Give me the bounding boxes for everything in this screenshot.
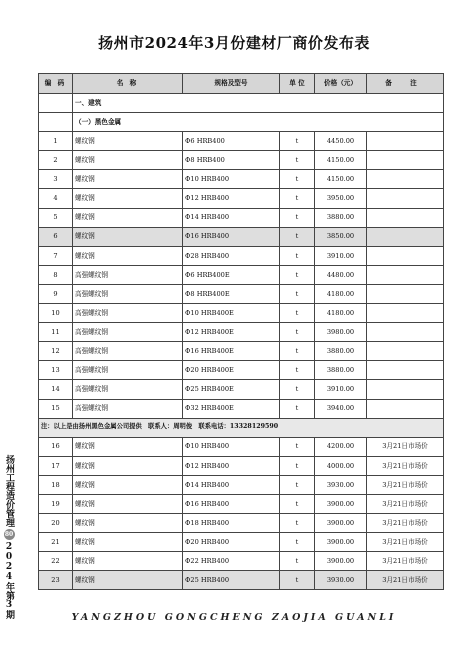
row-remark: 3月21日市场价 [367,437,444,456]
row-price: 4450.00 [315,132,367,151]
row-name: 高强螺纹钢 [73,304,183,323]
row-remark [367,361,444,380]
note-row [39,418,444,437]
row-spec: Φ12 HRB400 [183,456,280,475]
issue-label: 2024年第3期 [4,542,14,619]
row-price: 3950.00 [315,189,367,208]
row-unit: t [280,399,315,418]
row-remark [367,170,444,189]
row-spec: Φ18 HRB400 [183,514,280,533]
row-name: 高强螺纹钢 [73,265,183,284]
row-spec: Φ10 HRB400 [183,437,280,456]
row-name: 螺纹钢 [73,456,183,475]
row-name: 螺纹钢 [73,514,183,533]
row-name: 螺纹钢 [73,132,183,151]
row-unit: t [280,132,315,151]
table-row [39,571,444,590]
row-unit: t [280,170,315,189]
row-remark: 3月21日市场价 [367,533,444,552]
row-code: 22 [39,552,73,571]
row-price: 3880.00 [315,361,367,380]
row-code: 1 [39,132,73,151]
row-name: 高强螺纹钢 [73,361,183,380]
page-number: 80 [4,531,14,538]
row-name: 螺纹钢 [73,208,183,227]
row-code: 10 [39,304,73,323]
row-price: 4150.00 [315,170,367,189]
row-price: 3880.00 [315,208,367,227]
row-name: 螺纹钢 [73,437,183,456]
row-price: 3880.00 [315,342,367,361]
row-price: 3850.00 [315,227,367,246]
subsection-title: （一）黑色金属 [73,113,444,132]
row-unit: t [280,304,315,323]
row-price: 3900.00 [315,514,367,533]
row-unit: t [280,342,315,361]
row-unit: t [280,552,315,571]
row-unit: t [280,151,315,170]
row-unit: t [280,437,315,456]
row-name: 螺纹钢 [73,571,183,590]
row-remark [367,189,444,208]
row-remark [367,304,444,323]
row-name: 螺纹钢 [73,494,183,513]
row-name: 高强螺纹钢 [73,323,183,342]
row-unit: t [280,475,315,494]
row-spec: Φ12 HRB400 [183,189,280,208]
row-code: 2 [39,151,73,170]
row-code: 3 [39,170,73,189]
row-code: 8 [39,265,73,284]
table-row [39,208,444,227]
row-code: 5 [39,208,73,227]
table-row [39,494,444,513]
row-remark [367,342,444,361]
section-title: 一、建筑 [73,94,444,113]
row-unit: t [280,456,315,475]
row-price: 3980.00 [315,323,367,342]
row-name: 高强螺纹钢 [73,342,183,361]
section-row [39,94,444,113]
table-row [39,132,444,151]
row-code: 13 [39,361,73,380]
row-spec: Φ6 HRB400E [183,265,280,284]
header-unit: 单 位 [280,74,315,94]
row-code: 14 [39,380,73,399]
table-row [39,284,444,303]
row-unit: t [280,571,315,590]
row-code: 20 [39,514,73,533]
row-remark [367,151,444,170]
row-spec: Φ28 HRB400 [183,246,280,265]
price-table [38,73,444,590]
row-price: 3940.00 [315,399,367,418]
row-unit: t [280,514,315,533]
header-spec: 规格及型号 [183,74,280,94]
row-price: 4200.00 [315,437,367,456]
row-price: 4180.00 [315,304,367,323]
row-name: 高强螺纹钢 [73,284,183,303]
row-spec: Φ8 HRB400E [183,284,280,303]
row-spec: Φ10 HRB400E [183,304,280,323]
row-spec: Φ20 HRB400 [183,533,280,552]
row-remark: 3月21日市场价 [367,494,444,513]
row-unit: t [280,284,315,303]
row-code: 19 [39,494,73,513]
table-row [39,437,444,456]
row-remark [367,246,444,265]
row-code: 6 [39,227,73,246]
row-spec: Φ8 HRB400 [183,151,280,170]
table-row [39,361,444,380]
row-unit: t [280,227,315,246]
row-code: 23 [39,571,73,590]
row-code: 18 [39,475,73,494]
table-row [39,399,444,418]
row-name: 螺纹钢 [73,151,183,170]
row-code: 11 [39,323,73,342]
row-code: 4 [39,189,73,208]
table-row [39,304,444,323]
row-unit: t [280,361,315,380]
row-remark [367,284,444,303]
row-name: 螺纹钢 [73,246,183,265]
table-row [39,533,444,552]
row-code: 16 [39,437,73,456]
row-unit: t [280,189,315,208]
row-price: 3930.00 [315,571,367,590]
row-remark [367,399,444,418]
row-remark: 3月21日市场价 [367,475,444,494]
row-code: 21 [39,533,73,552]
table-row [39,514,444,533]
row-price: 4000.00 [315,456,367,475]
row-spec: Φ6 HRB400 [183,132,280,151]
row-price: 4180.00 [315,284,367,303]
row-remark [367,265,444,284]
row-price: 3910.00 [315,246,367,265]
row-price: 3900.00 [315,533,367,552]
row-remark: 3月21日市场价 [367,552,444,571]
row-unit: t [280,533,315,552]
row-price: 3930.00 [315,475,367,494]
table-row [39,265,444,284]
table-header-row [39,74,444,94]
row-name: 螺纹钢 [73,170,183,189]
row-spec: Φ25 HRB400 [183,571,280,590]
row-name: 螺纹钢 [73,552,183,571]
journal-name: 扬州工程造价管理 [4,455,14,527]
row-spec: Φ32 HRB400E [183,399,280,418]
row-spec: Φ25 HRB400E [183,380,280,399]
row-name: 高强螺纹钢 [73,399,183,418]
row-remark [367,323,444,342]
row-spec: Φ20 HRB400E [183,361,280,380]
row-unit: t [280,246,315,265]
row-code: 12 [39,342,73,361]
row-name: 螺纹钢 [73,533,183,552]
row-unit: t [280,380,315,399]
row-remark [367,380,444,399]
table-row [39,456,444,475]
table-row [39,323,444,342]
header-code: 编 码 [39,74,73,94]
table-row [39,151,444,170]
row-spec: Φ14 HRB400 [183,475,280,494]
table-row [39,246,444,265]
row-price: 3910.00 [315,380,367,399]
row-spec: Φ22 HRB400 [183,552,280,571]
header-price: 价格（元） [315,74,367,94]
row-name: 螺纹钢 [73,227,183,246]
row-spec: Φ16 HRB400E [183,342,280,361]
row-code: 9 [39,284,73,303]
table-row [39,475,444,494]
row-remark [367,132,444,151]
table-row [39,380,444,399]
supplier-note: 注：以上是由扬州黑色金属公司提供 联系人：周明俊 联系电话：13328129590 [39,418,444,437]
row-spec: Φ10 HRB400 [183,170,280,189]
row-remark: 3月21日市场价 [367,571,444,590]
row-spec: Φ16 HRB400 [183,227,280,246]
row-unit: t [280,494,315,513]
row-spec: Φ12 HRB400E [183,323,280,342]
row-spec: Φ14 HRB400 [183,208,280,227]
table-row [39,227,444,246]
footer-banner: YANGZHOU GONGCHENG ZAOJIA GUANLI [71,612,397,623]
header-remark: 备 注 [367,74,444,94]
header-name: 名 称 [73,74,183,94]
row-spec: Φ16 HRB400 [183,494,280,513]
row-remark [367,208,444,227]
table-row [39,189,444,208]
row-remark: 3月21日市场价 [367,456,444,475]
row-price: 3900.00 [315,552,367,571]
row-unit: t [280,323,315,342]
row-code: 7 [39,246,73,265]
table-row [39,170,444,189]
row-unit: t [280,208,315,227]
side-journal-label [2,455,16,619]
row-unit: t [280,265,315,284]
row-code: 15 [39,399,73,418]
row-remark [367,227,444,246]
row-name: 螺纹钢 [73,189,183,208]
row-price: 4150.00 [315,151,367,170]
table-row [39,552,444,571]
table-row [39,342,444,361]
row-price: 4480.00 [315,265,367,284]
row-name: 螺纹钢 [73,475,183,494]
subsection-row [39,113,444,132]
row-name: 高强螺纹钢 [73,380,183,399]
row-price: 3900.00 [315,494,367,513]
row-remark: 3月21日市场价 [367,514,444,533]
row-code: 17 [39,456,73,475]
page-title: 扬州市2024年3月份建材厂商价发布表 [98,34,370,52]
